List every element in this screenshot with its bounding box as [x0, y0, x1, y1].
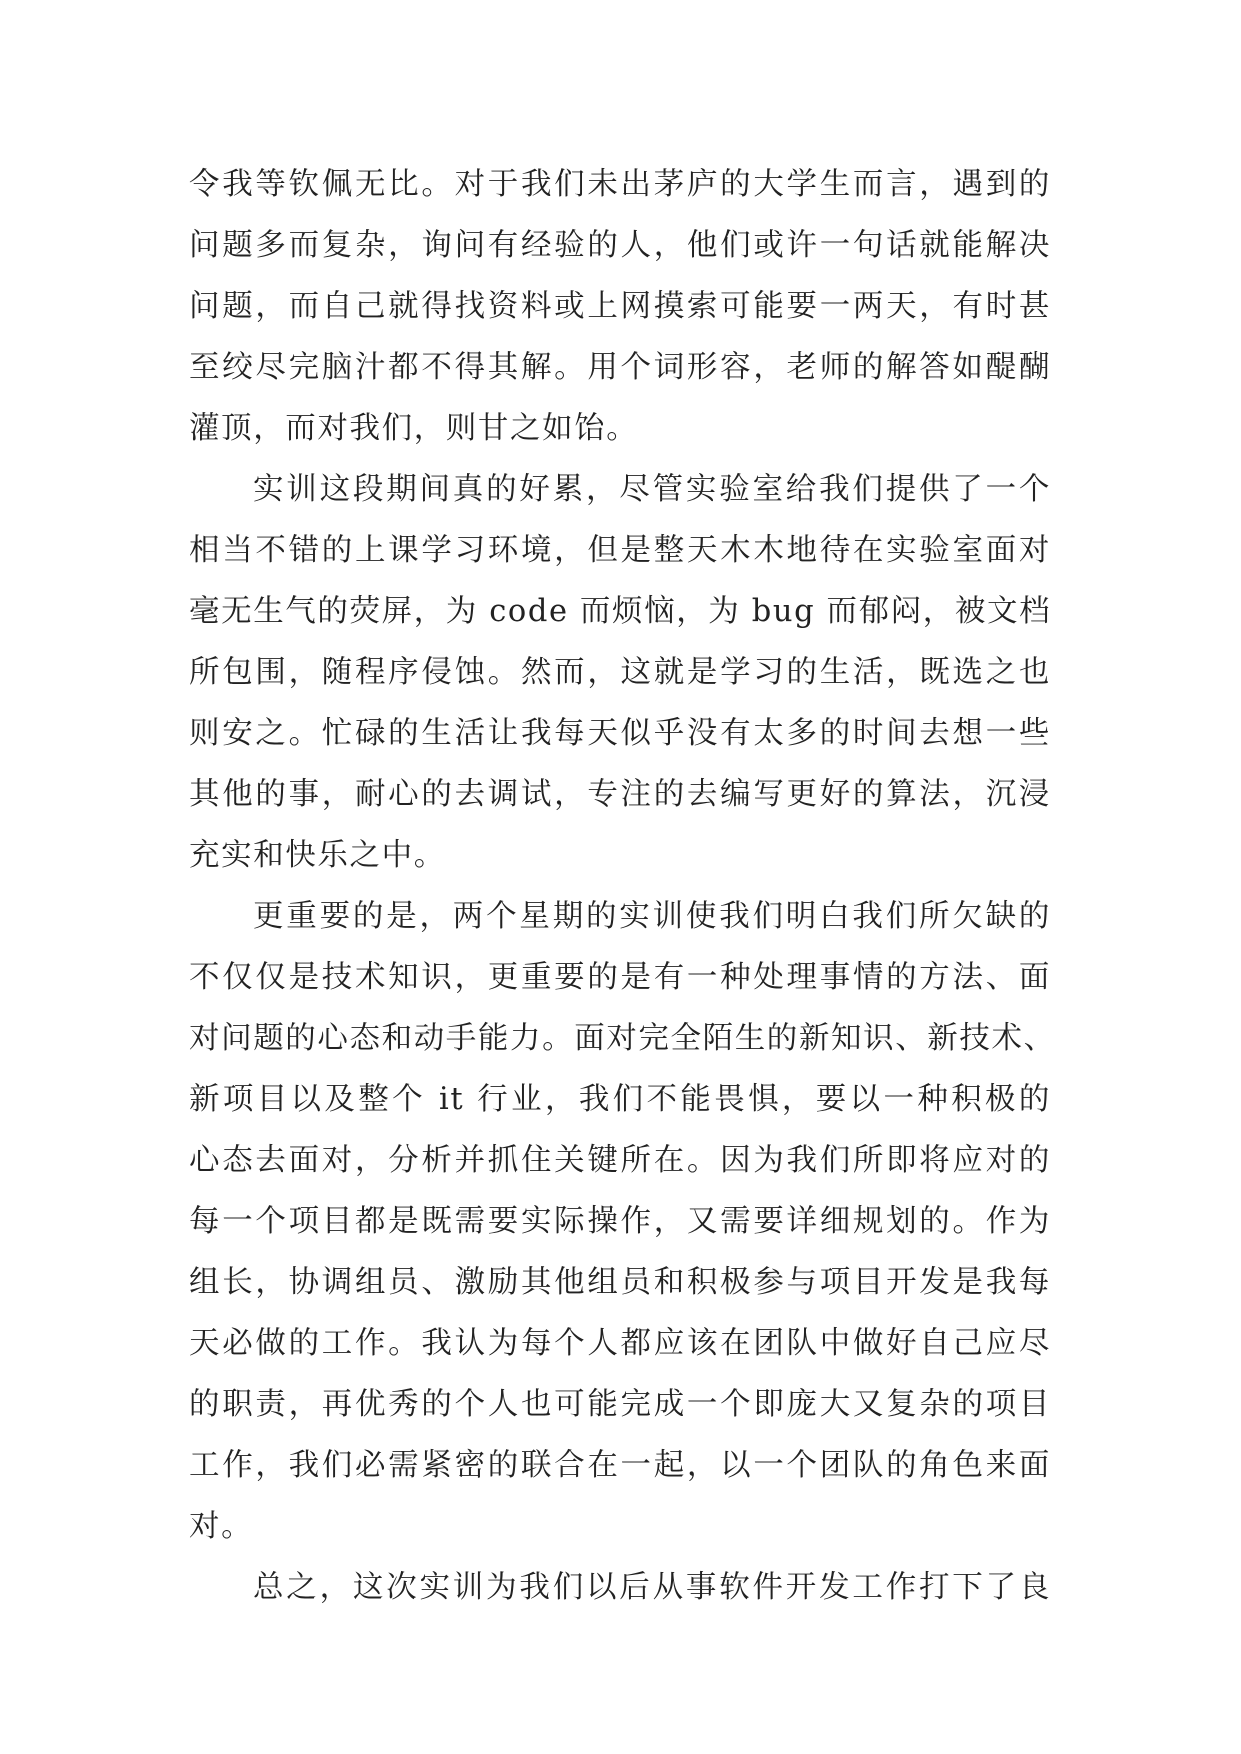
text-line: 天必做的工作。我认为每个人都应该在团队中做好自己应尽 — [189, 1326, 1051, 1361]
text-line: 实训这段期间真的好累，尽管实验室给我们提供了一个 — [253, 472, 1051, 507]
text-line: 则安之。忙碌的生活让我每天似乎没有太多的时间去想一些 — [189, 716, 1051, 751]
paragraph — [189, 886, 1056, 1557]
text-line: 所包围，随程序侵蚀。然而，这就是学习的生活，既选之也 — [189, 655, 1051, 690]
text-line: 至绞尽完脑汁都不得其解。用个词形容，老师的解答如醍醐 — [189, 350, 1051, 385]
text-line: 不仅仅是技术知识，更重要的是有一种处理事情的方法、面 — [189, 960, 1051, 995]
text-line: 工作，我们必需紧密的联合在一起，以一个团队的角色来面 — [189, 1448, 1051, 1483]
text-line: 组长，协调组员、激励其他组员和积极参与项目开发是我每 — [189, 1265, 1051, 1300]
text-line: 其他的事，耐心的去调试，专注的去编写更好的算法，沉浸 — [189, 777, 1051, 812]
text-line: 对。 — [189, 1509, 254, 1544]
document-body — [189, 154, 1056, 1618]
text-line: 相当不错的上课学习环境，但是整天木木地待在实验室面对 — [189, 533, 1051, 568]
text-line: 更重要的是，两个星期的实训使我们明白我们所欠缺的 — [253, 899, 1051, 934]
paragraph — [189, 154, 1051, 459]
text-line: 灌顶，而对我们，则甘之如饴。 — [189, 411, 639, 446]
text-line: 总之，这次实训为我们以后从事软件开发工作打下了良 — [253, 1570, 1051, 1605]
text-line: 新项目以及整个 it 行业，我们不能畏惧，要以一种积极的 — [189, 1082, 1051, 1117]
text-line: 问题多而复杂，询问有经验的人，他们或许一句话就能解决 — [189, 228, 1051, 263]
text-line: 的职责，再优秀的个人也可能完成一个即庞大又复杂的项目 — [189, 1387, 1051, 1422]
text-line: 每一个项目都是既需要实际操作，又需要详细规划的。作为 — [189, 1204, 1051, 1239]
paragraph — [189, 459, 1051, 886]
text-line: 充实和快乐之中。 — [189, 838, 446, 873]
text-line: 毫无生气的荧屏，为 code 而烦恼，为 bug 而郁闷，被文档 — [189, 594, 1052, 629]
paragraph — [189, 1557, 1051, 1618]
text-line: 问题，而自己就得找资料或上网摸索可能要一两天，有时甚 — [189, 289, 1051, 324]
text-line: 心态去面对，分析并抓住关键所在。因为我们所即将应对的 — [189, 1143, 1051, 1178]
text-line: 令我等钦佩无比。对于我们未出茅庐的大学生而言，遇到的 — [189, 167, 1051, 202]
text-line: 对问题的心态和动手能力。面对完全陌生的新知识、新技术、 — [189, 1021, 1056, 1056]
